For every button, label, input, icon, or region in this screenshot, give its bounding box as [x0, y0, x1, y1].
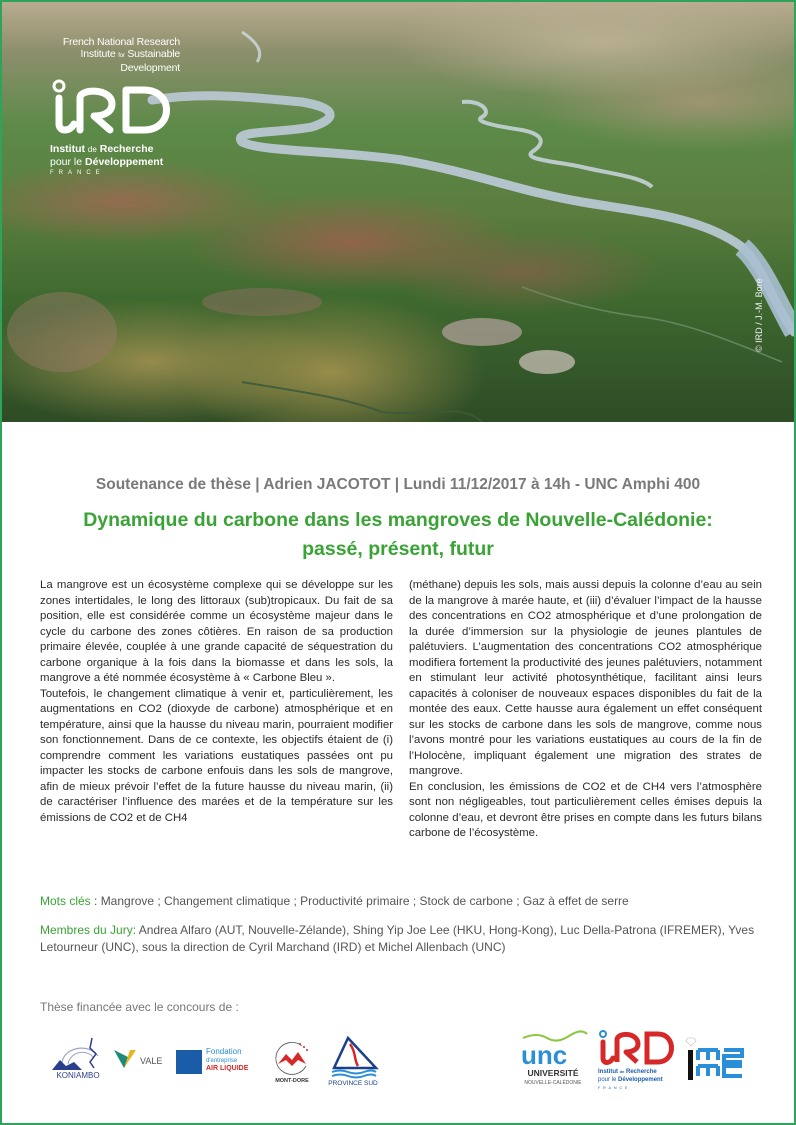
ird-logo [50, 36, 180, 176]
mont-dore-logo [272, 1038, 312, 1086]
unc-logo [517, 1030, 589, 1086]
abstract-paragraph: La mangrove est un écosystème complexe qui se développe sur les zones intertidales, le long des littoraux (sub)tropicaux. Du fait de sa position, elle est considérée comme un écosystème majeur dans le cycle du carbone des zones côtières. En raison de sa production primaire élevée, couplée à une grande capacité de séquestration du carbone organique à la fois dans la biomasse et dans les sols, la mangrove a été nommée écosystème à « Carbone Bleu ». [40, 579, 393, 684]
svg-text:VALE: VALE [140, 1056, 163, 1066]
jury-members [40, 922, 770, 956]
svg-text:unc: unc [521, 1040, 568, 1070]
svg-text:KONIAMBO: KONIAMBO [56, 1071, 100, 1080]
svg-text:pour le Développement: pour le Développement [598, 1077, 663, 1083]
abstract-paragraph: En conclusion, les émissions de CO2 et de CH4 vers l’atmosphère sont non négligeables, tout particulièrement celles émises depuis la colonne d’eau, et devront être prises en compte dans les futurs bilans carbone de l’écosystème. [409, 780, 762, 839]
air-liquide-foundation-logo [176, 1044, 271, 1076]
province-sud-icon [326, 1034, 380, 1086]
imc-logo [684, 1036, 754, 1082]
vale-logo [112, 1046, 172, 1072]
ird-english-name: French National Research Institute for Sustainable Development [62, 36, 180, 74]
abstract-paragraph: Toutefois, le changement climatique à venir et, particulièrement, les augmentations en CO2 (dioxyde de carbone) atmosphérique et en température, ainsi que la hausse du niveau marin, pourraient modifier son fonctionnement. Dans de ce contexte, les objectifs étaient de (i) comprendre comment les variations eustatiques passées ont pu impacter les stocks de carbone enfouis dans les sols de mangrove, afin de mieux prévoir l’effet de la future hausse du niveau marin, (ii) de caractériser l’influence des marées et de la température sur les émissions de CO2 et de CH4 [40, 687, 393, 824]
svg-text:UNIVERSITÉ: UNIVERSITÉ [527, 1068, 579, 1078]
koniambo-icon [48, 1034, 108, 1082]
ird-country: FRANCE [50, 170, 105, 176]
funding-label: Thèse financée avec le concours de : [40, 1000, 239, 1014]
hero-aerial-photo [2, 2, 794, 422]
jury-label: Membres du Jury: [40, 923, 137, 937]
abstract [40, 578, 762, 842]
unc-icon [517, 1030, 589, 1086]
svg-text:NOUVELLE-CALÉDONIE: NOUVELLE-CALÉDONIE [524, 1080, 582, 1086]
svg-text:Institut de Recherche: Institut de Recherche [598, 1069, 657, 1075]
ird-partner-icon [598, 1028, 676, 1090]
ird-partner-logo [598, 1028, 676, 1090]
photo-credit: © IRD / J.-M. Boré [754, 278, 764, 352]
svg-text:Fondation: Fondation [206, 1047, 242, 1056]
abstract-paragraph: (méthane) depuis les sols, mais aussi depuis la colonne d’eau au sein de la mangrove à marée haute, et (iii) d’évaluer l’impact de la hausse des concentrations en CO2 atmosphérique et d’une prolongation de la durée d’immersion sur la physiologie de jeunes plantules de palétuviers. L’augmentation des concentrations CO2 atmosphérique modifiera fortement la productivité des jeunes palétuviers, notamment en stimulant leur activité photosynthétique, facilitant ainsi leurs capacités à coloniser de nouveaux espaces disponibles du fait de la montée des eaux. Cette hausse aura également un effet conséquent sur les stocks de carbone dans les sols de mangrove, comme nous l’avons montré pour les variations eustatiques au cours de la fin de l’Holocène, impliquant également une migration des strates de mangrove. [409, 579, 762, 777]
ird-mark-icon [50, 78, 180, 138]
event-subtitle: Soutenance de thèse | Adrien JACOTOT | Lundi 11/12/2017 à 14h - UNC Amphi 400 [95, 476, 701, 493]
sponsor-logos [46, 1032, 386, 1092]
keywords [40, 894, 770, 908]
mont-dore-icon [272, 1038, 312, 1086]
vale-icon [112, 1046, 172, 1072]
province-sud-logo [326, 1034, 380, 1086]
air-liquide-icon [176, 1044, 271, 1076]
ird-french-name-line2: pour le Développement [50, 156, 164, 168]
koniambo-logo [48, 1034, 108, 1082]
svg-text:MONT-DORE: MONT-DORE [275, 1078, 309, 1084]
svg-text:FRANCE: FRANCE [598, 1086, 631, 1090]
svg-text:d'entreprise: d'entreprise [206, 1058, 238, 1064]
abstract-column-left [40, 578, 393, 842]
imc-icon [684, 1036, 754, 1082]
thesis-title: Dynamique du carbone dans les mangroves de Nouvelle-Calédonie: passé, présent, futur [83, 509, 713, 560]
keywords-list: : Mangrove ; Changement climatique ; Productivité primaire ; Stock de carbone ; Gaz à effet de serre [90, 894, 629, 908]
keywords-label: Mots clés [40, 894, 91, 908]
jury-list: Andrea Alfaro (AUT, Nouvelle-Zélande), Shing Yip Joe Lee (HKU, Hong-Kong), Luc Della-Patrona (IFREMER), Yves Letourneur (UNC), sous la direction de Cyril Marchand (IRD) et Michel Allenbach (UNC) [40, 923, 755, 954]
partner-logos [514, 1026, 774, 1096]
ird-french-name-line1: Institut de Recherche [50, 143, 154, 155]
abstract-column-right [409, 578, 762, 842]
svg-text:PROVINCE SUD: PROVINCE SUD [328, 1080, 378, 1086]
svg-text:AIR LIQUIDE: AIR LIQUIDE [206, 1065, 249, 1072]
